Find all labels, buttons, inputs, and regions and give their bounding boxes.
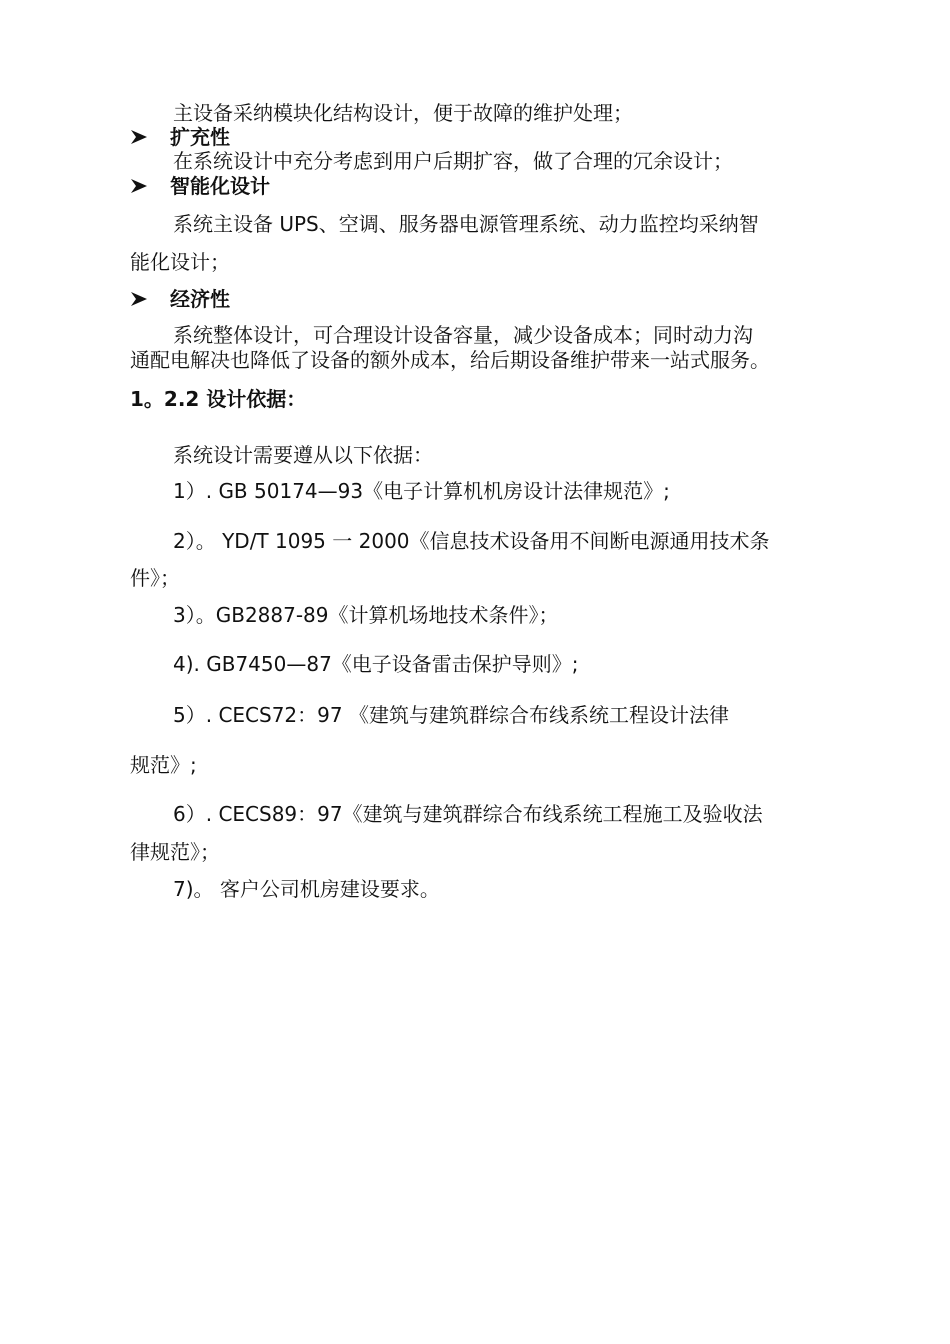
arrowhead-bullet-icon — [130, 291, 148, 307]
arrowhead-bullet-icon — [130, 129, 148, 145]
paragraph-intelligent-line1: 系统主设备 UPS、空调、服务器电源管理系统、动力监控均采纳智 — [173, 212, 759, 236]
basis-intro: 系统设计需要遵从以下依据： — [173, 443, 433, 467]
basis-item-1: 1）. GB 50174—93《电子计算机机房设计法律规范》; — [173, 479, 670, 503]
bullet-label-intelligent: 智能化设计 — [170, 174, 270, 198]
paragraph-maintenance: 主设备采纳模块化结构设计，便于故障的维护处理； — [173, 101, 633, 125]
bullet-label-economy: 经济性 — [170, 287, 230, 311]
paragraph-economy-line2: 通配电解决也降低了设备的额外成本，给后期设备维护带来一站式服务。 — [130, 348, 770, 372]
basis-item-6-line2: 律规范》； — [130, 840, 220, 864]
arrowhead-bullet-icon — [130, 178, 148, 194]
paragraph-economy-line1: 系统整体设计，可合理设计设备容量，减少设备成本；同时动力沟 — [173, 323, 753, 347]
basis-item-3: 3）。GB2887-89《计算机场地技术条件》； — [173, 603, 559, 627]
paragraph-expansion: 在系统设计中充分考虑到用户后期扩容，做了合理的冗余设计； — [173, 149, 733, 173]
bullet-label-expansion: 扩充性 — [170, 125, 230, 149]
paragraph-intelligent-line2: 能化设计； — [130, 250, 230, 274]
basis-item-2-line2: 件》； — [130, 566, 180, 590]
basis-item-7: 7)。 客户公司机房建设要求。 — [173, 877, 440, 901]
section-heading: 1。2.2 设计依据： — [130, 387, 307, 411]
basis-item-5-line2: 规范》; — [130, 753, 197, 777]
basis-item-4: 4). GB7450—87《电子设备雷击保护导则》; — [173, 652, 579, 676]
basis-item-2-line1: 2）。 YD/T 1095 一 2000《信息技术设备用不间断电源通用技术条 — [173, 529, 770, 553]
basis-item-5-line1: 5）. CECS72：97 《建筑与建筑群综合布线系统工程设计法律 — [173, 703, 729, 727]
basis-item-6-line1: 6）. CECS89：97《建筑与建筑群综合布线系统工程施工及验收法 — [173, 802, 763, 826]
